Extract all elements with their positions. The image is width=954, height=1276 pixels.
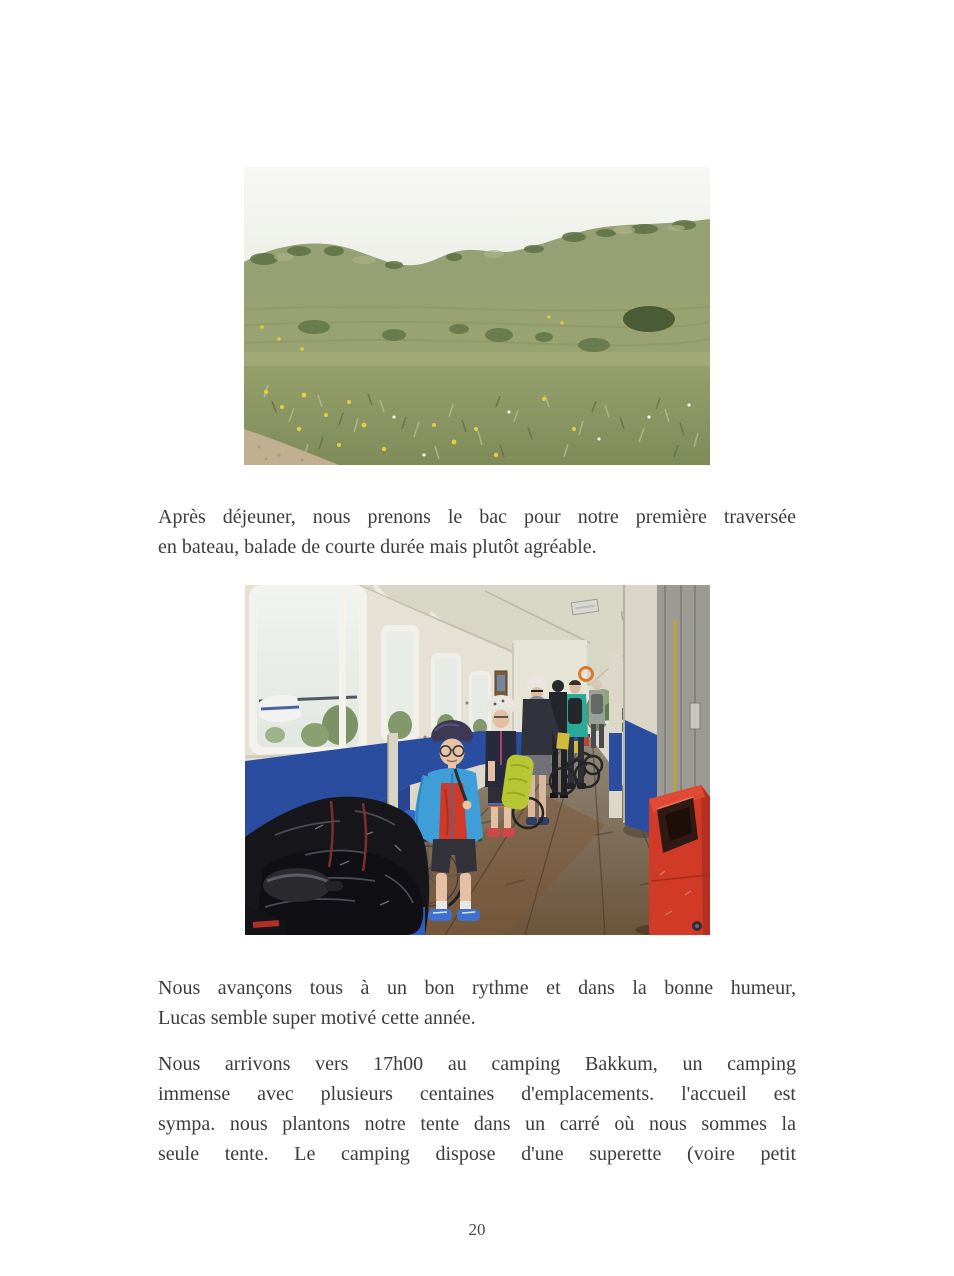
paragraph-2 <box>158 973 796 1033</box>
text-line: Lucas semble super motivé cette année. <box>158 1007 476 1029</box>
text-line: Nous avançons tous à un bon rythme et dans la bonne humeur, <box>158 977 796 999</box>
ferry-window <box>249 585 367 755</box>
dunes-photo <box>244 167 710 465</box>
text-line: Après déjeuner, nous prenons le bac pour notre première traversée <box>158 506 796 528</box>
dunes-photo-graphic <box>244 167 710 465</box>
paragraph-3 <box>158 1049 796 1169</box>
text-line: immense avec plusieurs centaines d'emplacements. l'accueil est <box>158 1083 796 1105</box>
ferry-photo-graphic <box>245 585 710 935</box>
text-line: seule tente. Le camping dispose d'une superette (voire petit <box>158 1143 796 1165</box>
grey-door <box>657 585 710 810</box>
ferry-photo <box>245 585 710 935</box>
text-line: Nous arrivons vers 17h00 au camping Bakkum, un camping <box>158 1053 796 1075</box>
page-number: 20 <box>468 1220 486 1239</box>
bike-saddle <box>263 868 331 902</box>
text-line: sympa. nous plantons notre tente dans un carré où nous sommes la <box>158 1113 796 1135</box>
text-line: en bateau, balade de courte durée mais plutôt agréable. <box>158 536 597 558</box>
paragraph-1 <box>158 502 796 562</box>
